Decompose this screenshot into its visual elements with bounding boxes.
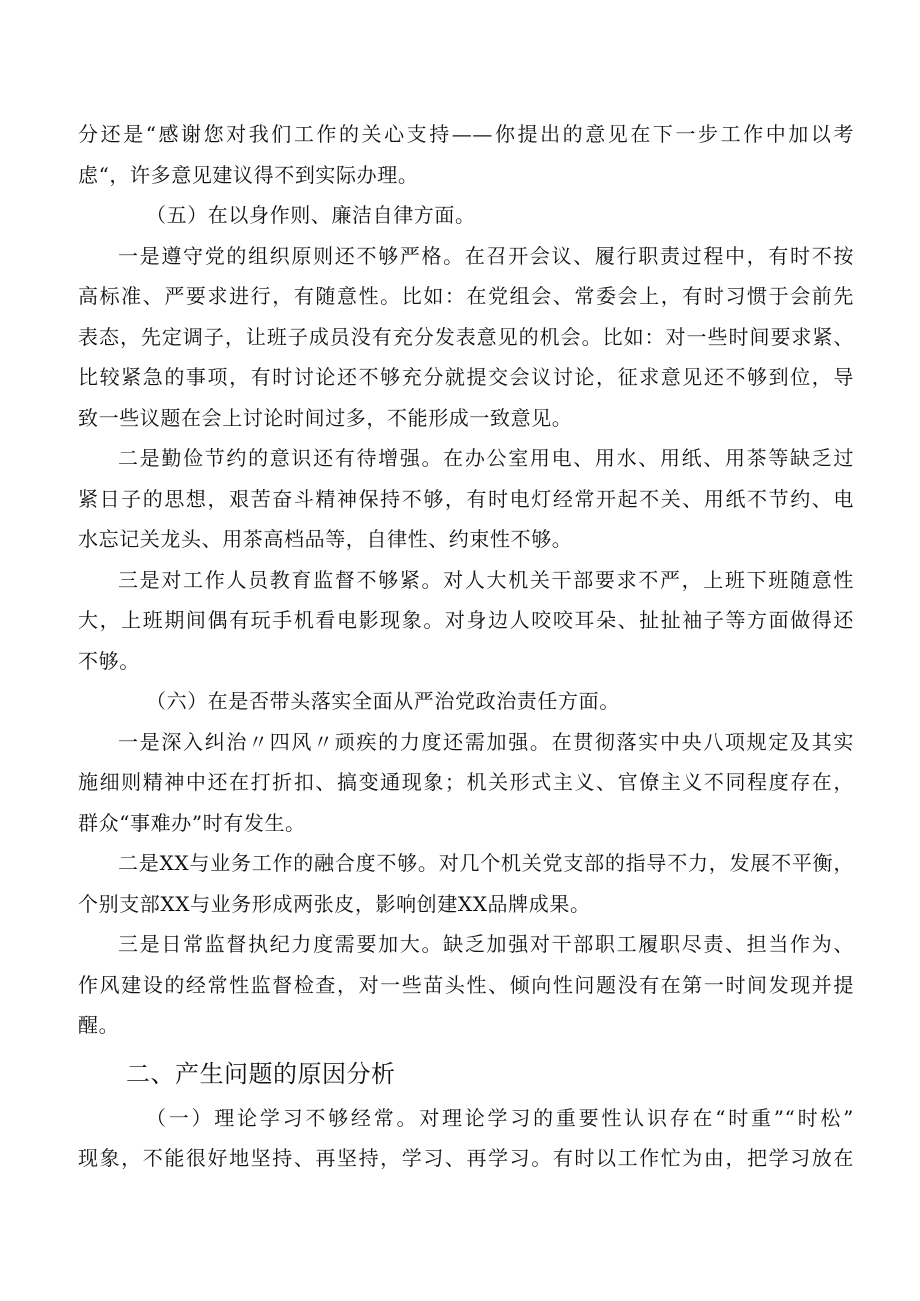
text-line: 水忘记关龙头、用茶高档品等，自律性、约束性不够。 — [78, 527, 573, 551]
subsection-title-6: （六）在是否带头落实全面从严治党政治责任方面。 — [146, 689, 620, 713]
text-line: 二是勤俭节约的意识还有待增强。在办公室用电、用水、用纸、用茶等缺乏过 — [118, 446, 854, 470]
text-line: 比较紧急的事项，有时讨论还不够充分就提交会议讨论，征求意见还不够到位，导 — [78, 365, 854, 389]
text-line: 虑“，许多意见建议得不到实际办理。 — [78, 162, 419, 187]
document-body — [78, 114, 854, 1179]
text-line: 三是对工作人员教育监督不够紧。对人大机关干部要求不严，上班下班随意性 — [118, 567, 854, 592]
text-line: 表态，先定调子，让班子成员没有充分发表意见的机会。比如：对一些时间要求紧、 — [78, 324, 854, 349]
text-line: 大，上班期间偶有玩手机看电影现象。对身边人咬咬耳朵、扯扯袖子等方面做得还 — [78, 608, 854, 632]
text-line: 作风建设的经常性监督检查，对一些苗头性、倾向性问题没有在第一时间发现并提 — [78, 972, 854, 997]
text-line: 分还是“感谢您对我们工作的关心支持——你提出的意见在下一步工作中加以考 — [78, 122, 854, 146]
subsection-title-5: （五）在以身作则、廉洁自律方面。 — [146, 203, 476, 227]
text-line: 一是遵守党的组织原则还不够严格。在召开会议、履行职责过程中，有时不按 — [118, 243, 854, 268]
section-heading: 二、产生问题的原因分析 — [126, 1059, 396, 1088]
text-line: 紧日子的思想，艰苦奋斗精神保持不够，有时电灯经常开起不关、用纸不节约、电 — [78, 486, 854, 511]
text-line: 二是XX与业务工作的融合度不够。对几个机关党支部的指导不力，发展不平衡， — [118, 851, 854, 875]
text-line: 三是日常监督执纪力度需要加大。缺乏加强对干部职工履职尽责、担当作为、 — [118, 932, 854, 956]
text-line: （一）理论学习不够经常。对理论学习的重要性认识存在“时重”“时松” — [146, 1105, 854, 1130]
text-line: 个别支部XX与业务形成两张皮，影响创建XX品牌成果。 — [78, 891, 591, 916]
text-line: 一是深入纠治〃四风〃顽疾的力度还需加强。在贯彻落实中央八项规定及其实 — [118, 729, 854, 754]
text-line: 现象，不能很好地坚持、再坚持，学习、再学习。有时以工作忙为由，把学习放在 — [78, 1146, 854, 1170]
text-line: 不够。 — [78, 648, 140, 673]
text-line: 致一些议题在会上讨论时间过多，不能形成一致意见。 — [78, 405, 573, 430]
text-line: 醒。 — [78, 1013, 120, 1037]
text-line: 高标准、严要求进行，有随意性。比如：在党组会、常委会上，有时习惯于会前先 — [78, 284, 854, 308]
text-line: 群众“事难办”时有发生。 — [78, 810, 306, 835]
text-line: 施细则精神中还在打折扣、搞变通现象；机关形式主义、官僚主义不同程度存在， — [78, 770, 854, 794]
